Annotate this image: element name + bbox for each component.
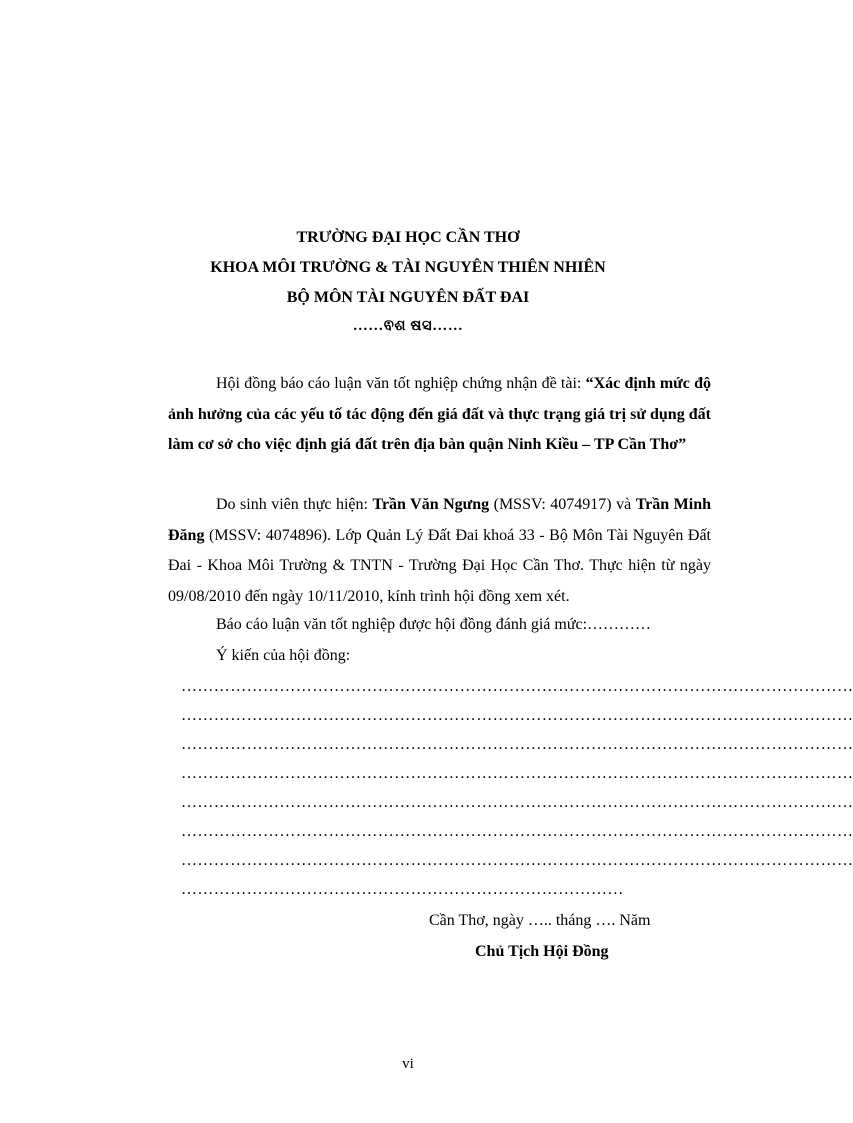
university-name: TRƯỜNG ĐẠI HỌC CẦN THƠ [296,229,520,246]
department-name: BỘ MÔN TÀI NGUYÊN ĐẤT ĐAI [286,289,530,306]
thesis-title: “Xác định mức độ ảnh hưởng của các yếu tố tác động đến giá đất và thực trạng giá trị sử dụng đất làm cơ sở cho việc định giá đất trên địa bàn quận Ninh Kiều – TP Cần Thơ” [168,375,711,453]
dotted-line: …………………………………………………………………………………………………………… [181,678,853,695]
dotted-line: …………………………………………………………………………………………………………… [181,707,853,724]
rating-line: Báo cáo luận văn tốt nghiệp được hội đồng đánh giá mức:………… [216,616,652,633]
signature-place-date: Cần Thơ, ngày ….. tháng …. Năm [429,912,651,929]
certification-intro: Hội đồng báo cáo luận văn tốt nghiệp chứng nhận đề tài: [216,375,586,392]
dotted-line: …………………………………………………………………………………………………………… [181,736,853,753]
students-details: (MSSV: 4074896). Lớp Quản Lý Đất Đai khoá 33 - Bộ Môn Tài Nguyên Đất Đai - Khoa Môi Trường & TNTN - Trường Đại Học Cần Thơ. Thực hiện từ ngày 09/08/2010 đến ngày 10/11/2010, kính trình hội đồng xem xét. [168,526,711,605]
dotted-line: …………………………………………………………………………………………………………… [181,794,853,811]
dotted-line: …………………………………………………………………………………………………………… [181,852,853,869]
signature-title: Chủ Tịch Hội Đồng [475,943,609,960]
certification-paragraph [168,369,711,461]
students-prefix: Do sinh viên thực hiện: [216,496,373,513]
page-number: vi [402,1056,414,1072]
decorative-divider: ……ଵଶ ଷସ…… [352,318,464,334]
dotted-line: …………………………………………………………………………………………………………… [181,823,853,840]
student1-name: Trần Văn Ngưng [372,496,490,513]
students-paragraph [168,490,711,612]
student1-id: (MSSV: 4074917) và [489,496,636,513]
faculty-name: KHOA MÔI TRƯỜNG & TÀI NGUYÊN THIÊN NHIÊN [210,259,606,276]
dotted-line: …………………………………………………………………………………………………………… [181,765,853,782]
opinion-label: Ý kiến của hội đồng: [216,647,351,664]
dotted-line-last: ……………………………………………………………………… [181,881,624,898]
student2-name: Trần Minh Đăng [168,496,712,544]
